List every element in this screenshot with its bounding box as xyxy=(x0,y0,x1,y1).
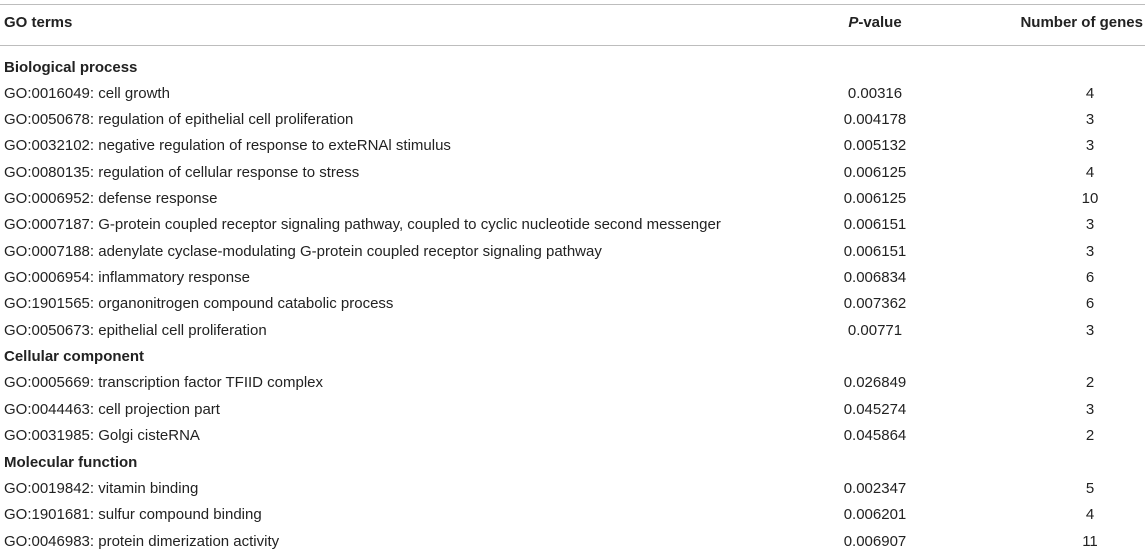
go-term-cell: GO:0046983: protein dimerization activity xyxy=(4,533,280,550)
p-value-cell: 0.00316 xyxy=(847,85,903,102)
table-row xyxy=(0,160,1145,186)
p-value-cell: 0.002347 xyxy=(843,480,907,497)
p-value-cell: 0.006834 xyxy=(843,269,907,286)
gene-count-cell: 6 xyxy=(1085,295,1095,312)
table-header-row xyxy=(0,10,1145,36)
go-term-cell: GO:1901681: sulfur compound binding xyxy=(4,506,262,523)
gene-count-cell: 4 xyxy=(1085,85,1095,102)
gene-count-cell: 4 xyxy=(1085,164,1095,181)
go-term-cell: GO:0050673: epithelial cell proliferation xyxy=(4,322,267,339)
p-value-cell: 0.006907 xyxy=(843,533,907,550)
header-p-suffix: -value xyxy=(858,14,902,31)
p-value-cell: 0.006125 xyxy=(843,190,907,207)
go-term-cell: GO:0005669: transcription factor TFIID complex xyxy=(4,374,324,391)
p-value-cell: 0.006201 xyxy=(843,506,907,523)
go-term-cell: GO:0032102: negative regulation of response to exteRNAl stimulus xyxy=(4,137,451,154)
gene-count-cell: 3 xyxy=(1085,322,1095,339)
go-term-cell: GO:0007188: adenylate cyclase-modulating G-protein coupled receptor signaling pathway xyxy=(4,243,602,260)
table-row xyxy=(0,502,1145,528)
section-row xyxy=(0,450,1145,476)
p-value-cell: 0.006151 xyxy=(843,216,907,233)
header-p-value xyxy=(800,10,950,36)
table-row xyxy=(0,529,1145,555)
table-header-rule xyxy=(0,45,1145,46)
table-row xyxy=(0,81,1145,107)
table-row xyxy=(0,291,1145,317)
gene-count-cell: 10 xyxy=(1081,190,1099,207)
gene-count-cell: 3 xyxy=(1085,111,1095,128)
table-row xyxy=(0,397,1145,423)
table-row xyxy=(0,370,1145,396)
go-term-cell: GO:0016049: cell growth xyxy=(4,85,170,102)
table-top-rule xyxy=(0,4,1145,5)
go-term-cell: GO:0044463: cell projection part xyxy=(4,401,220,418)
section-title: Cellular component xyxy=(4,348,145,365)
table-row xyxy=(0,186,1145,212)
section-row xyxy=(0,55,1145,81)
p-value-cell: 0.045274 xyxy=(843,401,907,418)
gene-count-cell: 4 xyxy=(1085,506,1095,523)
p-value-cell: 0.006151 xyxy=(843,243,907,260)
p-value-cell: 0.045864 xyxy=(843,427,907,444)
gene-count-cell: 6 xyxy=(1085,269,1095,286)
p-value-cell: 0.006125 xyxy=(843,164,907,181)
p-value-cell: 0.005132 xyxy=(843,137,907,154)
p-value-cell: 0.00771 xyxy=(847,322,903,339)
p-value-cell: 0.007362 xyxy=(843,295,907,312)
gene-count-cell: 11 xyxy=(1082,533,1098,550)
table-row xyxy=(0,133,1145,159)
gene-count-cell: 3 xyxy=(1085,401,1095,418)
p-value-cell: 0.004178 xyxy=(843,111,907,128)
go-term-cell: GO:0006952: defense response xyxy=(4,190,218,207)
go-term-cell: GO:0080135: regulation of cellular response to stress xyxy=(4,164,360,181)
header-p-italic: P xyxy=(848,14,859,31)
table-row xyxy=(0,476,1145,502)
table-row xyxy=(0,212,1145,238)
section-row xyxy=(0,344,1145,370)
p-value-cell: 0.026849 xyxy=(843,374,907,391)
table-row xyxy=(0,239,1145,265)
header-go-terms: GO terms xyxy=(4,14,73,31)
gene-count-cell: 2 xyxy=(1085,374,1095,391)
gene-count-cell: 3 xyxy=(1085,137,1095,154)
go-term-cell: GO:0007187: G-protein coupled receptor signaling pathway, coupled to cyclic nucleotide second messenger xyxy=(4,216,721,233)
gene-count-cell: 5 xyxy=(1085,480,1095,497)
table-row xyxy=(0,265,1145,291)
table-row xyxy=(0,107,1145,133)
table-row xyxy=(0,318,1145,344)
header-number-of-genes: Number of genes xyxy=(1020,14,1143,31)
go-term-cell: GO:0050678: regulation of epithelial cell proliferation xyxy=(4,111,354,128)
section-title: Molecular function xyxy=(4,454,138,471)
go-term-cell: GO:1901565: organonitrogen compound catabolic process xyxy=(4,295,394,312)
go-term-cell: GO:0006954: inflammatory response xyxy=(4,269,250,286)
go-term-cell: GO:0031985: Golgi cisteRNA xyxy=(4,427,200,444)
go-term-cell: GO:0019842: vitamin binding xyxy=(4,480,199,497)
gene-count-cell: 3 xyxy=(1085,243,1095,260)
table-row xyxy=(0,423,1145,449)
gene-count-cell: 2 xyxy=(1085,427,1095,444)
gene-count-cell: 3 xyxy=(1085,216,1095,233)
section-title: Biological process xyxy=(4,59,138,76)
